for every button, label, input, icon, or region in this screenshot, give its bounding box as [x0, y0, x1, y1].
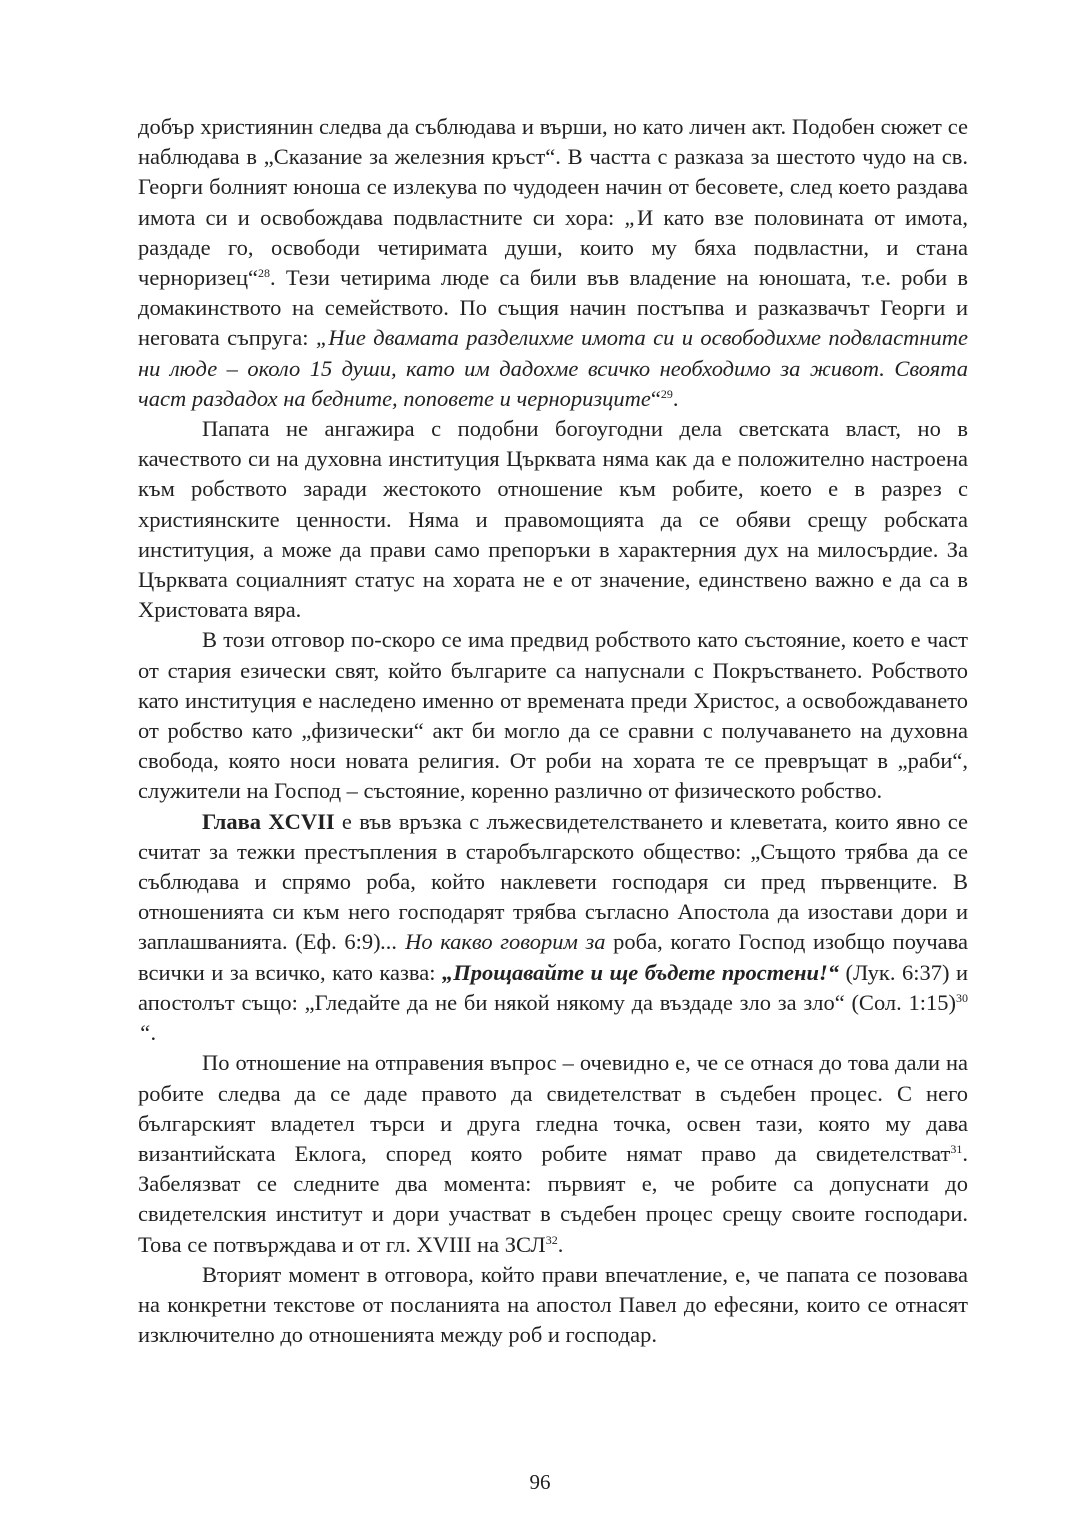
- text-run: И като взе половината от имота, раздаде го, освободи четиримата души, които му бяха подвластни, и стана черноризец“: [138, 204, 968, 291]
- body-text: [138, 112, 968, 1350]
- footnote-ref: 30: [956, 990, 968, 1005]
- text-run: В този отговор по-скоро се има предвид робството като състояние, което е част от стария езически свят, който българите са напуснали с Покръстването. Робството като институция е наследено именно от времената преди Христос, а освобождаването от робство като „физически“ акт би могло да се сравни с получаването на духовна свобода, която носи новата религия. От роби на хората те се превръщат в „раби“, служители на Господ – състояние, коренно различно от физическото робство.: [138, 627, 968, 804]
- paragraph: [138, 625, 968, 806]
- text-run: роба, когато Господ изобщо поучава всички и за всичко, като казва:: [138, 929, 968, 985]
- text-run: Папата не ангажира с подобни богоугодни дела светската власт, но в качеството си на духовна институция Църквата няма как да е положително настроена към робството заради жестокото отношение към робите, което е в разрез с християнските ценности. Няма и правомощията да се обяви срещу робската институция, а може да прави само препоръки в характерния дух на милосърдие. За Църквата социалният статус на хората не е от значение, единствено важно е да са в Христовата вяра.: [138, 416, 968, 623]
- paragraph: [138, 1048, 968, 1259]
- text-run: (Лук. 6:37) и апостолът също: „Гледайте да не би някой някому да въздаде зло за зло“ (Сол. 1:15): [138, 959, 968, 1015]
- footnote-ref: 32: [545, 1232, 558, 1247]
- bold-italic-text: „Прощавайте и ще бъдете простени!“: [441, 959, 839, 985]
- italic-text: „: [624, 204, 637, 230]
- text-run: .: [557, 1231, 564, 1257]
- italic-text: “: [138, 1020, 151, 1046]
- text-run: добър християнин следва да съблюдава и върши, но като личен акт. Подобен сюжет се наблюдава в „Сказание за железния кръст“. В частта с разказа за шестото чудо на св. Георги болният юноша се излекува по чудодеен начин от бесовете, след което раздава имота си и освобождава подвластните си хора:: [138, 114, 968, 230]
- page-number: 96: [529, 1470, 551, 1494]
- text-run: . Забелязват се следните два момента: първият е, че робите са допуснати до свидетелския институт и дори участват в съдебен процес срещу своите господари. Това се потвърждава и от гл. XVIII на ЗСЛ: [138, 1140, 968, 1257]
- text-run: Вторият момент в отговора, който прави впечатление, е, че папата се позовава на конкретни текстове от посланията на апостол Павел до ефесяни, които се отнасят изключително до отношенията между роб и господар.: [138, 1261, 968, 1348]
- text-run: е във връзка с лъжесвидетелстването и клеветата, които явно се считат за тежки престъпления в старобългарското общество: „Същото трябва да се съблюдава и спрямо роба, който наклевети господаря си пред първенците. В отношенията си към него господарят трябва съгласно Апостола да изостави дори и заплашванията. (Еф. 6:9): [138, 808, 969, 955]
- paragraph: [138, 807, 968, 1049]
- paragraph: [138, 414, 968, 625]
- text-run: .: [672, 385, 679, 411]
- paragraph: [138, 112, 968, 414]
- footnote-ref: 28: [258, 266, 271, 281]
- footnote-ref: 29: [660, 386, 673, 401]
- paragraph: [138, 1260, 968, 1351]
- text-run: “: [650, 385, 661, 411]
- bold-text: Глава XCVII: [202, 808, 335, 834]
- text-run: .: [150, 1020, 157, 1046]
- text-run: По отношение на отправения въпрос – очевидно е, че се отнася до това дали на робите следва да се даде правото да свидетелстват в съдебен процес. С него българският владетел търси и друга гледна точка, освен тази, която му дава византийската Еклога, според която робите нямат право да свидетелстват: [138, 1050, 968, 1166]
- italic-text: „Ние двамата разделихме имота си и освободихме подвластните ни люде – около 15 души, като им дадохме всичко необходимо за живот. Своята част раздадох на бедните, поповете и черноризците: [138, 325, 968, 411]
- italic-text: ... Но какво говорим за: [380, 929, 606, 955]
- text-run: . Тези четирима люде са били във владение на юношата, т.е. роби в домакинството на семейството. По същия начин постъпва и разказвачът Георги и неговата съпруга:: [138, 265, 968, 351]
- footnote-ref: 31: [950, 1141, 963, 1156]
